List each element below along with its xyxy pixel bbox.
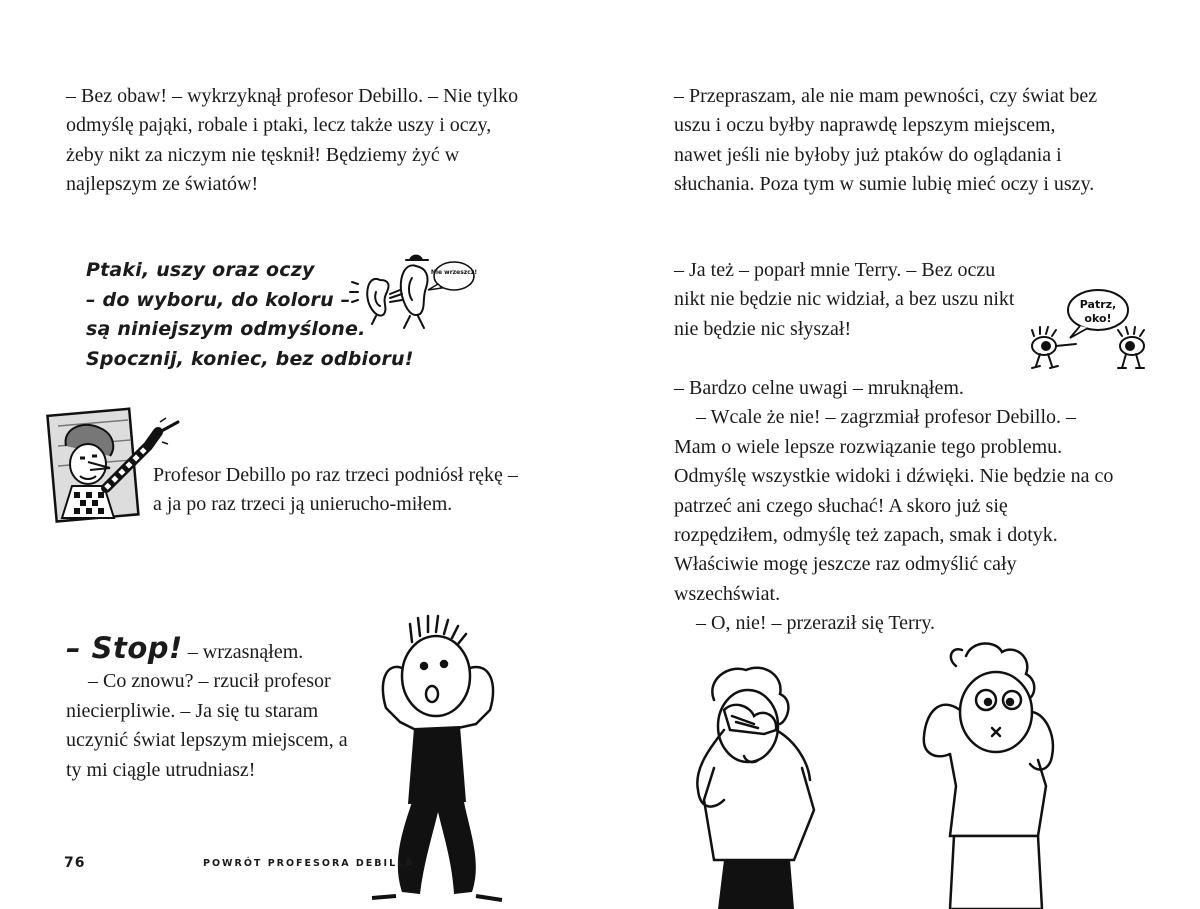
poem-line: – do wyboru, do koloru –	[86, 288, 351, 311]
left-paragraph-1: – Bez obaw! – wykrzyknął profesor Debillo. – Nie tylko odmyślę pająki, robale i ptaki, lecz także uszy i oczy, żeby nikt za niczym nie tęsknił! Będziemy żyć w najlepszym ze światów!	[66, 85, 519, 196]
right-paragraph-2: – Ja też – poparł mnie Terry. – Bez oczu nikt nie będzie nic widział, a bez uszu nikt nie będzie nic słyszał!	[674, 259, 1015, 340]
right-paragraph-1: – Przepraszam, ale nie mam pewności, czy świat bez uszu i oczu byłby naprawdę lepszym miejscem, nawet jeśli nie byłoby już ptaków do oglądania i słuchania. Poza tym w sumie lubię mieć oczy i uszy.	[674, 85, 1098, 196]
kid-covering-eyes-illustration	[684, 660, 834, 909]
ear-speech-text: Nie wrzeszcz!	[430, 269, 478, 276]
poem-verse	[86, 256, 414, 374]
right-page	[600, 0, 1200, 909]
walking-ears-illustration	[350, 244, 480, 334]
poem-line: Ptaki, uszy oraz oczy	[86, 259, 315, 281]
poem-line: są niniejszym odmyślone.	[86, 318, 366, 340]
running-title: POWRÓT PROFESORA DEBILLA	[203, 858, 415, 869]
kid-plugging-ears-illustration	[906, 636, 1066, 909]
right-paragraph-3: – Bardzo celne uwagi – mruknąłem. – Wcale że nie! – zagrzmiał profesor Debillo. – Mam o wiele lepsze rozwiązanie tego problemu. Odmyślę wszystkie widoki i dźwięki. Nie będzie na co patrzeć ani czego słuchać! A skoro już się rozpędziłem, odmyślę też zapach, smak i dotyk. Właściwie mogę jeszcze raz odmyślić cały wszechświat. – O, nie! – przeraził się Terry.	[674, 377, 1114, 635]
eyes-speech-illustration	[1022, 288, 1156, 378]
poem-line: Spocznij, koniec, bez odbioru!	[86, 347, 414, 370]
eye-speech-line-1: Patrz,	[1079, 298, 1117, 311]
eye-speech-line-2: oko!	[1084, 312, 1112, 325]
stop-exclamation: – Stop!	[66, 631, 183, 665]
left-paragraph-2: Profesor Debillo po raz trzeci podniósł rękę – a ja po raz trzeci ją unierucho-miłem.	[153, 464, 518, 516]
left-paragraph-3: – Stop! – wrzasnąłem. – Co znowu? – rzucił profesor niecierpliwie. – Ja się tu staram uczynić świat lepszym miejscem, a ty mi ciągle utrudniasz!	[66, 631, 348, 781]
page-number: 76	[64, 855, 86, 871]
